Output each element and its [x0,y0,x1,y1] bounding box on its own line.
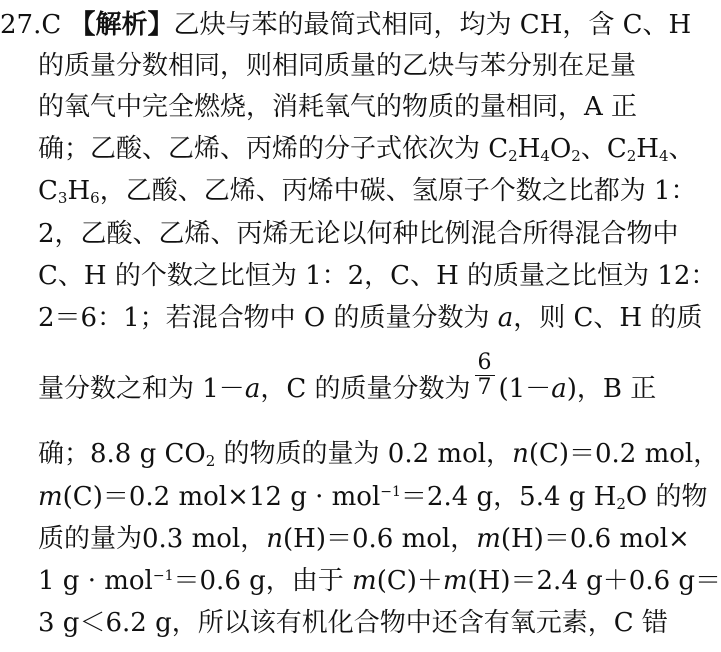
variable-m: m [476,524,501,554]
variable-a: a [244,374,261,404]
line-10-part-c: (C)＝0.2 mol， [528,439,720,469]
line-10-part-b: 的物质的量为 0.2 mol， [215,439,513,469]
text-line-9 [38,350,678,418]
line-13-part-b: ＝0.6 g，由于 [173,566,353,596]
line-1-text: 乙炔与苯的最简式相同，均为 CH，含 C、H [173,10,692,40]
line-8-part-a: 2＝6：1；若混合物中 O 的质量分数为 [38,303,498,333]
fraction-denominator: 7 [477,375,492,400]
subscript: 2 [616,495,626,513]
line-4-part-b: H [517,134,541,164]
line-8-part-b: ，则 C、H 的质 [513,303,703,333]
superscript: −1 [380,484,401,500]
line-5-part-a: C [38,176,58,206]
line-13-part-d: (H)＝2.4 g＋0.6 g＝ [467,566,721,596]
variable-a: a [497,303,514,333]
analysis-label: 【解析】 [69,10,174,40]
text-line-3: 的氧气中完全燃烧，消耗氧气的物质的量相同，A 正 [38,92,638,122]
line-4-part-f: 、 [668,134,695,164]
text-line-2: 的质量分数相同，则相同质量的乙炔与苯分别在足量 [38,51,637,81]
line-5-part-c: ，乙酸、乙烯、丙烯中碳、氢原子个数之比都为 1： [99,176,697,206]
line-9-part-a: 量分数之和为 1－ [38,374,245,404]
line-4-part-a: 确；乙酸、乙烯、丙烯的分子式依次为 C [38,134,509,164]
fraction [475,351,495,400]
superscript: −1 [152,568,174,584]
line-5-part-b: H [67,176,91,206]
line-12-part-c: (H)＝0.6 mol× [500,524,690,554]
fraction-numerator: 6 [475,351,495,376]
text-line-14: 3 g＜6.2 g，所以该有机化合物中还含有氧元素，C 错 [38,608,668,638]
line-13-part-a: 1 g · mol [38,566,153,596]
line-12-part-a: 质的量为0.3 mol， [38,524,267,554]
subscript: 2 [626,147,637,165]
text-line-8 [38,293,703,343]
line-4-part-d: 、C [580,134,627,164]
line-11-part-b: ＝2.4 g，5.4 g H [400,482,617,512]
variable-a: a [551,374,567,404]
variable-m: m [442,566,468,596]
variable-m: m [38,482,63,512]
text-line-6: 2，乙酸、乙烯、丙烯无论以何种比例混合所得混合物中 [38,219,679,249]
line-13-part-c: (C)＋ [376,566,443,596]
line-11-part-c: O 的物 [625,482,708,512]
subscript: 2 [508,147,518,165]
line-4-part-e: H [636,134,659,164]
line-9-part-b: ，C 的质量分数为 [260,374,471,404]
subscript: 6 [90,189,100,207]
subscript: 2 [571,147,581,165]
text-line-7: C、H 的个数之比恒为 1：2，C、H 的质量之比恒为 12： [38,261,717,291]
line-9-part-c: (1－ [498,374,552,404]
line-11-part-a: (C)＝0.2 mol×12 g · mol [62,482,381,512]
subscript: 4 [658,147,669,165]
line-12-part-b: (H)＝0.6 mol， [283,524,477,554]
line-4-part-c: O [549,134,572,164]
line-10-part-a: 确；8.8 g CO [38,439,206,469]
variable-n: n [266,524,283,554]
variable-m: m [352,566,377,596]
subscript: 2 [205,452,216,470]
subscript: 4 [540,147,550,165]
line-9-part-d: )，B 正 [566,374,657,404]
subscript: 3 [57,189,68,207]
question-number: 27.C [0,10,62,40]
variable-n: n [512,439,529,469]
